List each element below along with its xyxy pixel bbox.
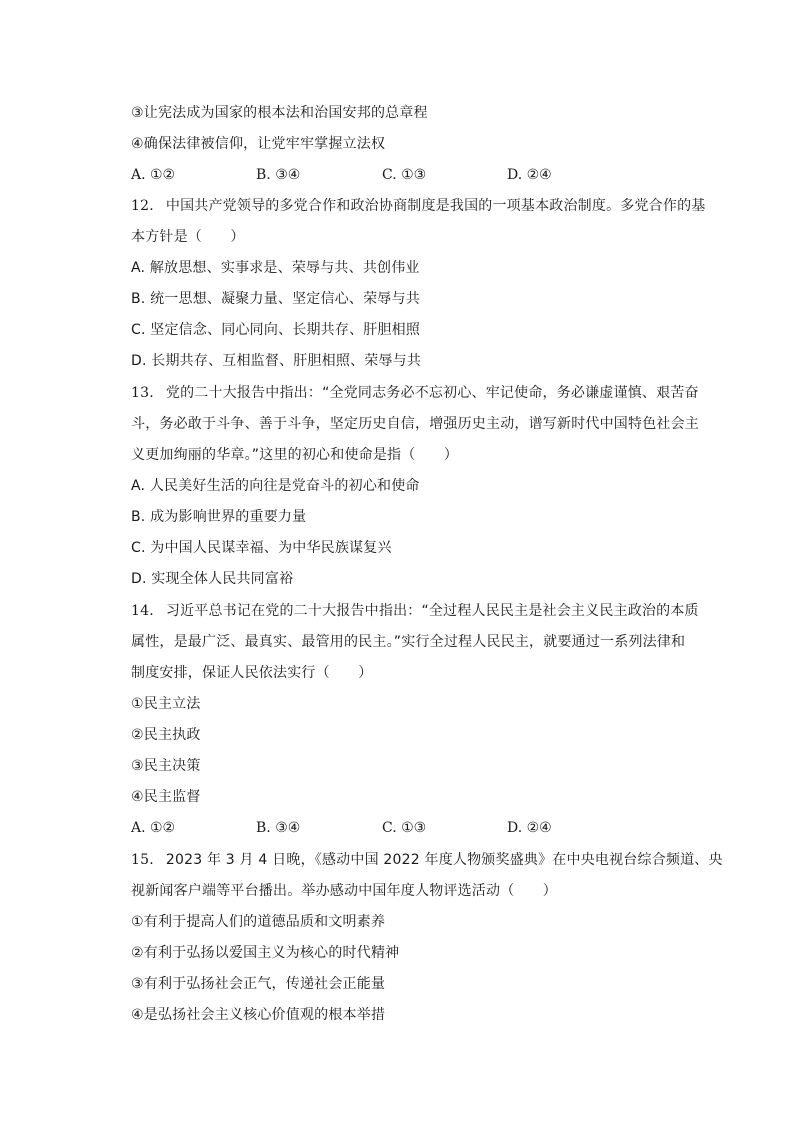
q12-option-a: A. 解放思想、实事求是、荣辱与共、共创伟业 (131, 260, 420, 276)
q11-item-4: ④确保法律被信仰，让党牢牢掌握立法权 (131, 136, 386, 152)
q14-item-3: ③民主决策 (131, 758, 201, 774)
q11-choice-d: D. ②④ (507, 167, 552, 183)
q13-stem-line-1: 13. 党的二十大报告中指出：“全党同志务必不忘初心、牢记使命，务必谦虚谨慎、艰苦奋 (131, 385, 699, 401)
q11-choice-b: B. ③④ (256, 167, 301, 183)
q12-stem-line-2: 本方针是（ ） (131, 229, 245, 245)
q15-number: 15. (131, 852, 154, 868)
q15-item-4: ④是弘扬社会主义核心价值观的根本举措 (131, 1007, 386, 1023)
q13-stem-line-3: 义更加绚丽的华章。”这里的初心和使命是指（ ） (131, 447, 459, 463)
q12-number: 12. (131, 198, 154, 214)
q14-choice-d: D. ②④ (507, 820, 552, 836)
q11-item-3: ③让宪法成为国家的根本法和治国安邦的总章程 (131, 105, 428, 121)
q13-option-c: C. 为中国人民谋幸福、为中华民族谋复兴 (131, 540, 392, 556)
q13-option-d: D. 实现全体人民共同富裕 (131, 571, 294, 587)
q14-choice-a: A. ①② (131, 820, 176, 836)
q14-choice-b: B. ③④ (256, 820, 301, 836)
q14-item-2: ②民主执政 (131, 727, 201, 743)
q12-option-c: C. 坚定信念、同心同向、长期共存、肝胆相照 (131, 322, 421, 338)
q14-stem-line-3: 制度安排，保证人民依法实行（ ） (131, 665, 373, 681)
q11-choice-a: A. ①② (131, 167, 176, 183)
q14-item-1: ①民主立法 (131, 696, 201, 712)
q12-option-d: D. 长期共存、互相监督、肝胆相照、荣辱与共 (131, 353, 422, 369)
q12-stem-line-1: 12. 中国共产党领导的多党合作和政治协商制度是我国的一项基本政治制度。多党合作的基 (131, 198, 706, 214)
q15-stem-line-1: 15. 2023 年 3 月 4 日晚，《感动中国 2022 年度人物颁奖盛典》在中央电视台综合频道、央 (131, 852, 723, 868)
q13-option-a: A. 人民美好生活的向往是党奋斗的初心和使命 (131, 478, 420, 494)
q13-stem-line-2: 斗，务必敢于斗争、善于斗争，坚定历史自信，增强历史主动，谱写新时代中国特色社会主 (131, 416, 699, 432)
q15-item-1: ①有利于提高人们的道德品质和文明素养 (131, 914, 386, 930)
q12-option-b: B. 统一思想、凝聚力量、坚定信心、荣辱与共 (131, 291, 420, 307)
q15-stem-line-2: 视新闻客户端等平台播出。举办感动中国年度人物评选活动（ ） (131, 883, 557, 899)
q14-stem-line-1: 14. 习近平总书记在党的二十大报告中指出：“全过程人民民主是社会主义民主政治的本质 (131, 603, 699, 619)
q14-stem-line-2: 属性，是最广泛、最真实、最管用的民主。”实行全过程人民民主，就要通过一系列法律和 (131, 634, 686, 650)
q11-choice-c: C. ①③ (382, 167, 427, 183)
q14-number: 14. (131, 603, 154, 619)
q14-choice-c: C. ①③ (382, 820, 427, 836)
q14-item-4: ④民主监督 (131, 789, 201, 805)
q13-option-b: B. 成为影响世界的重要力量 (131, 509, 307, 525)
q15-item-3: ③有利于弘扬社会正气，传递社会正能量 (131, 976, 386, 992)
q13-number: 13. (131, 385, 154, 401)
q15-item-2: ②有利于弘扬以爱国主义为核心的时代精神 (131, 945, 400, 961)
